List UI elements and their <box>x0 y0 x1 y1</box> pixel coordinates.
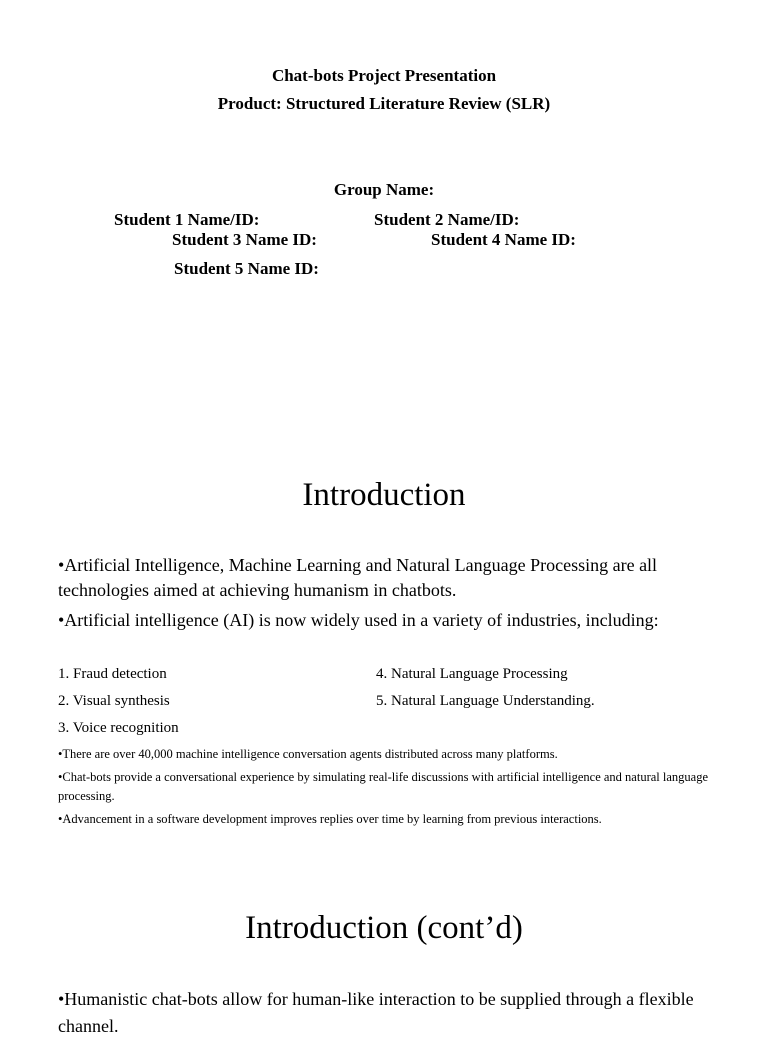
contd-bullet-humanistic: •Humanistic chat-bots allow for human-like interaction to be supplied through a flexible channel. <box>58 989 694 1036</box>
product-subtitle: Product: Structured Literature Review (SLR) <box>217 94 551 113</box>
intro-small-bullet-advancement: •Advancement in a software development improves replies over time by learning from previous interactions. <box>58 812 602 826</box>
student-5-label: Student 5 Name ID: <box>174 259 319 278</box>
student-3-label: Student 3 Name ID: <box>172 230 317 249</box>
student-4-label: Student 4 Name ID: <box>431 230 576 249</box>
list-item-voice-recognition: 3. Voice recognition <box>58 720 179 736</box>
list-item-visual-synthesis: 2. Visual synthesis <box>58 693 170 709</box>
list-item-fraud-detection: 1. Fraud detection <box>58 666 167 682</box>
presentation-title: Chat-bots Project Presentation <box>271 66 497 85</box>
intro-small-bullet-agents: •There are over 40,000 machine intelligence conversation agents distributed across many platforms. <box>58 747 558 761</box>
group-name-label: Group Name: <box>333 180 435 199</box>
student-2-label: Student 2 Name/ID: <box>374 210 520 229</box>
intro-bullet-industries: •Artificial intelligence (AI) is now widely used in a variety of industries, including: <box>58 610 659 630</box>
intro-small-bullet-conversational: •Chat-bots provide a conversational experience by simulating real-life discussions with artificial intelligence and natural language processing. <box>58 770 708 803</box>
introduction-contd-heading: Introduction (cont’d) <box>245 910 523 946</box>
introduction-heading: Introduction <box>302 477 466 513</box>
list-item-nlu: 5. Natural Language Understanding. <box>376 693 595 709</box>
student-1-label: Student 1 Name/ID: <box>114 210 260 229</box>
intro-bullet-technologies: •Artificial Intelligence, Machine Learning and Natural Language Processing are all technologies aimed at achieving humanism in chatbots. <box>58 555 658 600</box>
list-item-nlp: 4. Natural Language Processing <box>376 666 568 682</box>
